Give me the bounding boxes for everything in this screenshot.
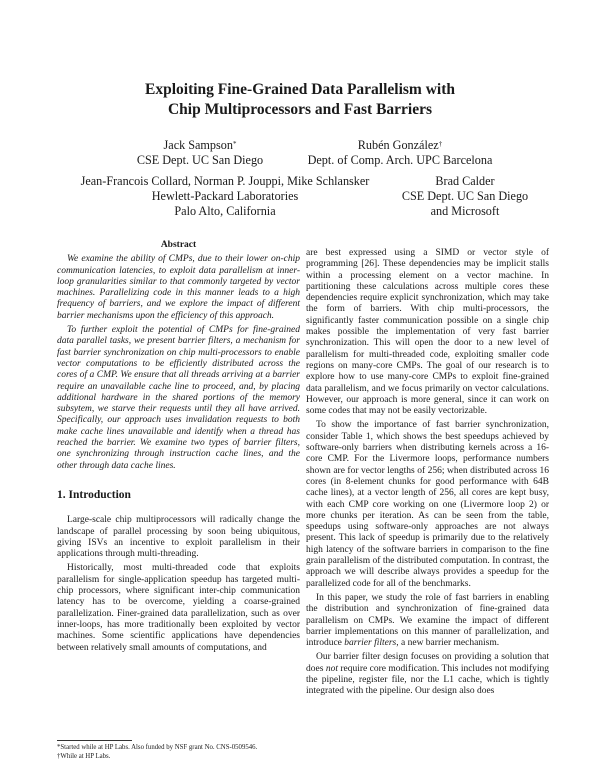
right-paragraph-3: In this paper, we study the role of fast barriers in enabling the distribution and synchronization of fine-grained data parallelism on CMPs. We examine the impact of different barrier implementations on this manner of parallelization, and introduce barrier filters, a new barrier mechanism. [306, 592, 549, 649]
author-affiliation-4a: CSE Dept. UC San Diego [401, 189, 529, 203]
author-affiliation-3a: Hewlett-Packard Laboratories [151, 189, 299, 203]
author-block-3 [55, 174, 395, 219]
author-block-1 [100, 138, 300, 168]
author-affiliation-3b: Palo Alto, California [174, 204, 276, 218]
author-name-1: Jack Sampson* [163, 138, 237, 152]
abstract-paragraph-2: To further exploit the potential of CMPs for fine-grained data parallel tasks, we present barrier filters, a mechanism for fast barrier synchronization on chip multi-processors to enable vector computations to be efficiently distributed across the cores of a CMP. We ensure that all threads arriving at a barrier require an unavailable cache line to proceed, and, by placing additional hardware in the shared portions of the memory subsytem, we starve their requests until they all have arrived. Specifically, our approach uses invalidation requests to both make cache lines unavailable and identify when a thread has reached the barrier. We examine two types of barrier filters, one synchronizing through instruction cache lines, and the other through data cache lines. [57, 325, 300, 471]
author-block-4 [375, 174, 555, 219]
title-line-2: Chip Multiprocessors and Fast Barriers [167, 101, 433, 118]
footnote-2: †While at HP Labs. [57, 752, 111, 760]
footnotes [57, 744, 302, 761]
right-column [306, 248, 549, 698]
title-line-1: Exploiting Fine-Grained Data Parallelism with [145, 81, 455, 98]
author-names-3: Jean-Francois Collard, Norman P. Jouppi, Mike Schlansker [80, 174, 370, 188]
left-column [57, 240, 300, 654]
abstract [57, 240, 300, 472]
footnote-1: *Started while at HP Labs. Also funded by NSF grant No. CNS-0509546. [57, 744, 258, 751]
author-name-2: Rubén González† [357, 138, 443, 152]
author-block-2 [285, 138, 515, 168]
author-name-4: Brad Calder [435, 174, 495, 188]
right-paragraph-2: To show the importance of fast barrier synchronization, consider Table 1, which shows the best speedups achieved by software-only barriers when distributing kernels across a 16-core CMP. For the Livermore loops, performance numbers shown are for vector lengths of 256; when distributed across 16 cores (in 8-element chunks for good performance with 64B cache lines), at a vector length of 256, all cores are kept busy, with each CMP core working on one (Livermore loop 2) or more chunks per iteration. As can be seen from the table, speedups using software-only approaches are not always present. This lack of speedup is primarily due to the relatively high latency of the software barriers in comparison to the fine grain parallelism of the distributed computation. In contrast, the approach we will describe always provides a speedup for the parallelized code for all of the benchmarks. [306, 420, 549, 589]
barrier-filters-term: barrier filters [344, 638, 397, 649]
abstract-paragraph-1: We examine the ability of CMPs, due to their lower on-chip communication latencies, to exploit data parallelism at inner-loop granularities similar to that commonly targeted by vector machines. Parallelizing code in this manner leads to a high frequency of barriers, and we explore the impact of different barrier mechanisms upon the efficiency of this approach. [57, 254, 300, 321]
paper-title [0, 80, 600, 120]
author-affiliation-1: CSE Dept. UC San Diego [136, 153, 264, 167]
introduction-section [57, 490, 300, 654]
not-emphasis: not [325, 663, 338, 674]
introduction-heading: 1. Introduction [57, 488, 131, 501]
author-affiliation-4b: and Microsoft [430, 204, 500, 218]
right-paragraph-4: Our barrier filter design focuses on providing a solution that does not require core modification. This includes not modifying the pipeline, register file, nor the L1 cache, which is tightly integrated with the pipeline. Our design also does [306, 652, 549, 697]
footnote-rule [57, 740, 132, 741]
intro-paragraph-2: Historically, most multi-threaded code that exploits parallelism for single-application speedup has targeted multi-chip processors, where significant inter-chip communication latency has to be overcome, yielding a coarse-grained parallelization. Finer-grained data parallelization, such as over inner-loops, has more traditionally been exploited by vector machines. Some scientific applications have dependencies between relatively small amounts of computations, and [57, 563, 300, 653]
author-affiliation-2: Dept. of Comp. Arch. UPC Barcelona [307, 153, 493, 167]
right-paragraph-1: are best expressed using a SIMD or vector style of programming [26]. These dependencies may be implicit stalls within a processing element on a vector machine. In partitioning these calculations across multiple cores these dependencies require explicit synchronization, which may take the form of barriers. With chip multi-processors, the significantly faster communication possible on a single chip makes possible the implementation of very fast barrier synchronization. This will open the door to a new level of parallelism for multi-threaded code, exploiting smaller code regions on many-core CMPs. The goal of our research is to explore how to use many-core CMPs to exploit fine-grained data parallelism, and we focus primarily on vector calculations. However, our approach is more general, since it can work on some codes that may not be easily vectorizable. [306, 248, 549, 417]
abstract-heading: Abstract [160, 240, 197, 250]
intro-paragraph-1: Large-scale chip multiprocessors will radically change the landscape of parallel processing by soon being ubiquitous, giving ISVs an incentive to exploit parallelism in their applications through multi-threading. [57, 515, 300, 560]
